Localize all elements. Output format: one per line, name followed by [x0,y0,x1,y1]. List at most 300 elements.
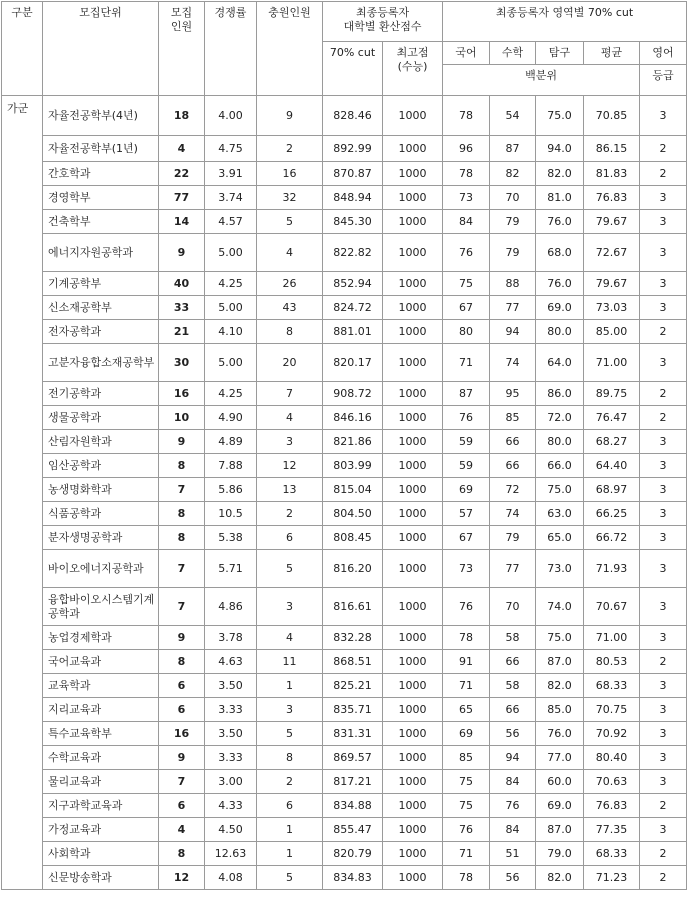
cell-korean: 71 [443,344,490,382]
cell-cut70: 881.01 [323,320,383,344]
cell-inquiry: 64.0 [536,344,584,382]
cell-competition: 3.78 [205,626,257,650]
cell-cut70: 892.99 [323,136,383,162]
cell-average: 68.33 [584,674,640,698]
cell-math: 66 [490,698,536,722]
cell-average: 76.83 [584,794,640,818]
header-inquiry: 탐구 [536,42,584,65]
cell-math: 79 [490,210,536,234]
cell-average: 71.00 [584,344,640,382]
cell-cut70: 834.83 [323,866,383,890]
cell-math: 79 [490,234,536,272]
cell-inquiry: 82.0 [536,162,584,186]
cell-english: 2 [640,136,687,162]
cell-korean: 75 [443,794,490,818]
cell-math: 54 [490,96,536,136]
cell-inquiry: 87.0 [536,818,584,842]
cell-cut70: 822.82 [323,234,383,272]
cell-cut70: 820.17 [323,344,383,382]
cell-recruit: 30 [159,344,205,382]
cell-inquiry: 75.0 [536,626,584,650]
cell-math: 66 [490,454,536,478]
cell-recruit: 7 [159,588,205,626]
cell-average: 73.03 [584,296,640,320]
cell-average: 68.97 [584,478,640,502]
cell-cut70: 816.20 [323,550,383,588]
cell-competition: 3.50 [205,722,257,746]
cell-cut70: 816.61 [323,588,383,626]
cell-english: 2 [640,382,687,406]
cell-unit-name: 국어교육과 [43,650,159,674]
cell-inquiry: 85.0 [536,698,584,722]
cell-english: 2 [640,162,687,186]
cell-average: 86.15 [584,136,640,162]
cell-korean: 87 [443,382,490,406]
cell-max: 1000 [383,794,443,818]
cell-competition: 12.63 [205,842,257,866]
cell-inquiry: 81.0 [536,186,584,210]
table-row [2,478,687,502]
cell-inquiry: 79.0 [536,842,584,866]
cell-max: 1000 [383,866,443,890]
cell-cut70: 820.79 [323,842,383,866]
cell-inquiry: 94.0 [536,136,584,162]
table-row [2,344,687,382]
cell-additional: 8 [257,320,323,344]
cell-inquiry: 76.0 [536,210,584,234]
cell-recruit: 16 [159,722,205,746]
cell-recruit: 9 [159,746,205,770]
cell-inquiry: 76.0 [536,272,584,296]
cell-additional: 3 [257,698,323,722]
cell-additional: 5 [257,210,323,234]
cell-average: 64.40 [584,454,640,478]
table-row [2,96,687,136]
cell-unit-name: 지리교육과 [43,698,159,722]
cell-max: 1000 [383,296,443,320]
cell-competition: 4.57 [205,210,257,234]
table-row [2,234,687,272]
cell-english: 3 [640,698,687,722]
cell-english: 3 [640,674,687,698]
cell-recruit: 6 [159,674,205,698]
cell-additional: 1 [257,818,323,842]
cell-korean: 78 [443,626,490,650]
cell-competition: 4.50 [205,818,257,842]
cell-unit-name: 고분자융합소재공학부 [43,344,159,382]
cell-unit-name: 분자생명공학과 [43,526,159,550]
cell-math: 95 [490,382,536,406]
table-row [2,272,687,296]
cell-max: 1000 [383,478,443,502]
cell-recruit: 9 [159,430,205,454]
cell-cut70: 848.94 [323,186,383,210]
cell-math: 85 [490,406,536,430]
cell-korean: 59 [443,430,490,454]
cell-math: 94 [490,320,536,344]
cell-english: 3 [640,770,687,794]
cell-english: 3 [640,272,687,296]
cell-competition: 4.33 [205,794,257,818]
cell-english: 3 [640,722,687,746]
cell-max: 1000 [383,162,443,186]
cell-korean: 73 [443,550,490,588]
cell-inquiry: 75.0 [536,96,584,136]
cell-additional: 11 [257,650,323,674]
cell-math: 94 [490,746,536,770]
cell-average: 76.83 [584,186,640,210]
cell-unit-name: 교육학과 [43,674,159,698]
cell-competition: 3.33 [205,746,257,770]
cell-korean: 69 [443,722,490,746]
cell-korean: 75 [443,272,490,296]
cell-math: 88 [490,272,536,296]
table-row [2,526,687,550]
cell-additional: 8 [257,746,323,770]
cell-inquiry: 82.0 [536,674,584,698]
cell-average: 85.00 [584,320,640,344]
cell-additional: 4 [257,406,323,430]
cell-math: 77 [490,296,536,320]
cell-additional: 12 [257,454,323,478]
header-gubun: 구분 [2,2,43,96]
cell-max: 1000 [383,588,443,626]
cell-cut70: 817.21 [323,770,383,794]
cell-average: 79.67 [584,210,640,234]
table-row [2,794,687,818]
cell-unit-name: 물리교육과 [43,770,159,794]
cell-english: 2 [640,320,687,344]
cell-english: 3 [640,502,687,526]
cell-additional: 4 [257,234,323,272]
cell-competition: 5.00 [205,296,257,320]
cell-korean: 73 [443,186,490,210]
cell-average: 72.67 [584,234,640,272]
cell-recruit: 8 [159,454,205,478]
cell-recruit: 18 [159,96,205,136]
cell-max: 1000 [383,746,443,770]
cell-unit-name: 수학교육과 [43,746,159,770]
cell-recruit: 40 [159,272,205,296]
cell-average: 66.25 [584,502,640,526]
cell-math: 77 [490,550,536,588]
cell-additional: 16 [257,162,323,186]
cell-additional: 2 [257,770,323,794]
cell-korean: 71 [443,842,490,866]
cell-competition: 4.25 [205,272,257,296]
cell-inquiry: 87.0 [536,650,584,674]
cell-recruit: 9 [159,626,205,650]
header-max: 최고점 (수능) [383,42,443,96]
cell-inquiry: 65.0 [536,526,584,550]
cell-unit-name: 전자공학과 [43,320,159,344]
cell-recruit: 8 [159,842,205,866]
cell-english: 3 [640,454,687,478]
table-row [2,296,687,320]
cell-cut70: 869.57 [323,746,383,770]
cell-competition: 4.25 [205,382,257,406]
cell-additional: 1 [257,842,323,866]
cell-additional: 3 [257,588,323,626]
cell-inquiry: 76.0 [536,722,584,746]
cell-max: 1000 [383,502,443,526]
cell-average: 71.00 [584,626,640,650]
cell-korean: 67 [443,526,490,550]
cell-math: 87 [490,136,536,162]
cell-max: 1000 [383,698,443,722]
cell-average: 70.67 [584,588,640,626]
table-row [2,454,687,478]
cell-cut70: 835.71 [323,698,383,722]
cell-max: 1000 [383,454,443,478]
cell-additional: 4 [257,626,323,650]
cell-inquiry: 63.0 [536,502,584,526]
cell-korean: 85 [443,746,490,770]
cell-additional: 3 [257,430,323,454]
cell-unit-name: 지구과학교육과 [43,794,159,818]
cell-additional: 1 [257,674,323,698]
table-row [2,136,687,162]
cell-max: 1000 [383,272,443,296]
table-row [2,550,687,588]
cell-cut70: 821.86 [323,430,383,454]
cell-competition: 4.10 [205,320,257,344]
cell-cut70: 825.21 [323,674,383,698]
cell-korean: 76 [443,818,490,842]
cell-recruit: 22 [159,162,205,186]
cell-max: 1000 [383,430,443,454]
cell-recruit: 77 [159,186,205,210]
cell-english: 3 [640,746,687,770]
header-competition: 경쟁률 [205,2,257,96]
cell-unit-name: 전기공학과 [43,382,159,406]
cell-recruit: 9 [159,234,205,272]
admission-results-table [1,1,687,890]
cell-math: 82 [490,162,536,186]
cell-korean: 76 [443,406,490,430]
cell-competition: 10.5 [205,502,257,526]
cell-recruit: 6 [159,698,205,722]
cell-additional: 5 [257,550,323,588]
cell-additional: 13 [257,478,323,502]
cell-unit-name: 건축학부 [43,210,159,234]
cell-cut70: 824.72 [323,296,383,320]
cell-math: 70 [490,588,536,626]
cell-korean: 80 [443,320,490,344]
cell-max: 1000 [383,818,443,842]
header-average: 평균 [584,42,640,65]
cell-english: 3 [640,550,687,588]
cell-unit-name: 산림자원학과 [43,430,159,454]
table-row [2,818,687,842]
cell-math: 66 [490,650,536,674]
cell-cut70: 846.16 [323,406,383,430]
cell-math: 58 [490,674,536,698]
cell-additional: 9 [257,96,323,136]
cell-english: 2 [640,842,687,866]
cell-max: 1000 [383,626,443,650]
cell-unit-name: 식품공학과 [43,502,159,526]
cell-additional: 20 [257,344,323,382]
cell-average: 76.47 [584,406,640,430]
header-unit: 모집단위 [43,2,159,96]
cell-korean: 69 [443,478,490,502]
cell-korean: 65 [443,698,490,722]
cell-unit-name: 간호학과 [43,162,159,186]
cell-recruit: 8 [159,526,205,550]
cell-max: 1000 [383,320,443,344]
cell-inquiry: 68.0 [536,234,584,272]
cell-unit-name: 신문방송학과 [43,866,159,890]
cell-competition: 3.50 [205,674,257,698]
cell-unit-name: 임산공학과 [43,454,159,478]
cell-additional: 26 [257,272,323,296]
cell-average: 70.92 [584,722,640,746]
header-final-score: 최종등록자 대학별 환산점수 [323,2,443,42]
cell-additional: 43 [257,296,323,320]
cell-competition: 5.71 [205,550,257,588]
cell-max: 1000 [383,722,443,746]
cell-unit-name: 자율전공학부(1년) [43,136,159,162]
cell-cut70: 868.51 [323,650,383,674]
cell-inquiry: 77.0 [536,746,584,770]
cell-max: 1000 [383,674,443,698]
cell-recruit: 33 [159,296,205,320]
cell-recruit: 14 [159,210,205,234]
cell-recruit: 12 [159,866,205,890]
cell-unit-name: 농생명화학과 [43,478,159,502]
cell-english: 2 [640,406,687,430]
cell-math: 84 [490,770,536,794]
cell-additional: 6 [257,794,323,818]
cell-inquiry: 69.0 [536,794,584,818]
cell-recruit: 16 [159,382,205,406]
cell-math: 84 [490,818,536,842]
cell-max: 1000 [383,186,443,210]
cell-korean: 78 [443,866,490,890]
table-row [2,406,687,430]
cell-english: 2 [640,866,687,890]
cell-math: 56 [490,722,536,746]
cell-recruit: 10 [159,406,205,430]
cell-competition: 4.08 [205,866,257,890]
cell-competition: 3.91 [205,162,257,186]
cell-unit-name: 바이오에너지공학과 [43,550,159,588]
cell-unit-name: 신소재공학부 [43,296,159,320]
table-row [2,382,687,406]
header-percentile: 백분위 [443,65,640,96]
header-additional: 충원인원 [257,2,323,96]
header-cut70: 70% cut [323,42,383,96]
cell-max: 1000 [383,344,443,382]
cell-korean: 76 [443,234,490,272]
cell-inquiry: 80.0 [536,430,584,454]
cell-competition: 5.86 [205,478,257,502]
cell-math: 66 [490,430,536,454]
table-row [2,210,687,234]
table-row [2,698,687,722]
cell-cut70: 803.99 [323,454,383,478]
table-row [2,674,687,698]
cell-korean: 78 [443,162,490,186]
cell-max: 1000 [383,406,443,430]
cell-additional: 2 [257,502,323,526]
cell-competition: 4.90 [205,406,257,430]
table-row [2,162,687,186]
cell-korean: 96 [443,136,490,162]
group-label: 가군 [2,96,43,890]
table-row [2,588,687,626]
cell-max: 1000 [383,210,443,234]
cell-math: 51 [490,842,536,866]
cell-max: 1000 [383,842,443,866]
cell-cut70: 808.45 [323,526,383,550]
cell-unit-name: 사회학과 [43,842,159,866]
cell-math: 79 [490,526,536,550]
cell-cut70: 815.04 [323,478,383,502]
cell-inquiry: 60.0 [536,770,584,794]
header-english: 영어 [640,42,687,65]
cell-max: 1000 [383,382,443,406]
cell-inquiry: 74.0 [536,588,584,626]
cell-recruit: 8 [159,502,205,526]
cell-max: 1000 [383,136,443,162]
cell-korean: 59 [443,454,490,478]
cell-math: 72 [490,478,536,502]
cell-max: 1000 [383,770,443,794]
cell-english: 3 [640,186,687,210]
cell-average: 71.93 [584,550,640,588]
cell-english: 3 [640,626,687,650]
cell-competition: 4.63 [205,650,257,674]
table-row [2,320,687,344]
cell-inquiry: 69.0 [536,296,584,320]
cell-unit-name: 융합바이오시스템기계공학과 [43,588,159,626]
cell-additional: 2 [257,136,323,162]
cell-max: 1000 [383,526,443,550]
cell-additional: 32 [257,186,323,210]
cell-recruit: 7 [159,550,205,588]
cell-recruit: 7 [159,478,205,502]
cell-unit-name: 에너지자원공학과 [43,234,159,272]
cell-cut70: 804.50 [323,502,383,526]
cell-average: 68.33 [584,842,640,866]
cell-english: 3 [640,234,687,272]
header-math: 수학 [490,42,536,65]
cell-recruit: 21 [159,320,205,344]
table-row [2,746,687,770]
cell-average: 70.63 [584,770,640,794]
table-row [2,770,687,794]
cell-competition: 3.33 [205,698,257,722]
cell-average: 79.67 [584,272,640,296]
cell-average: 66.72 [584,526,640,550]
cell-recruit: 7 [159,770,205,794]
cell-average: 80.53 [584,650,640,674]
cell-cut70: 908.72 [323,382,383,406]
cell-additional: 5 [257,722,323,746]
cell-english: 2 [640,794,687,818]
cell-max: 1000 [383,650,443,674]
cell-cut70: 832.28 [323,626,383,650]
cell-average: 77.35 [584,818,640,842]
cell-average: 70.75 [584,698,640,722]
cell-average: 80.40 [584,746,640,770]
cell-unit-name: 기계공학부 [43,272,159,296]
cell-korean: 67 [443,296,490,320]
cell-competition: 4.86 [205,588,257,626]
cell-english: 3 [640,344,687,382]
